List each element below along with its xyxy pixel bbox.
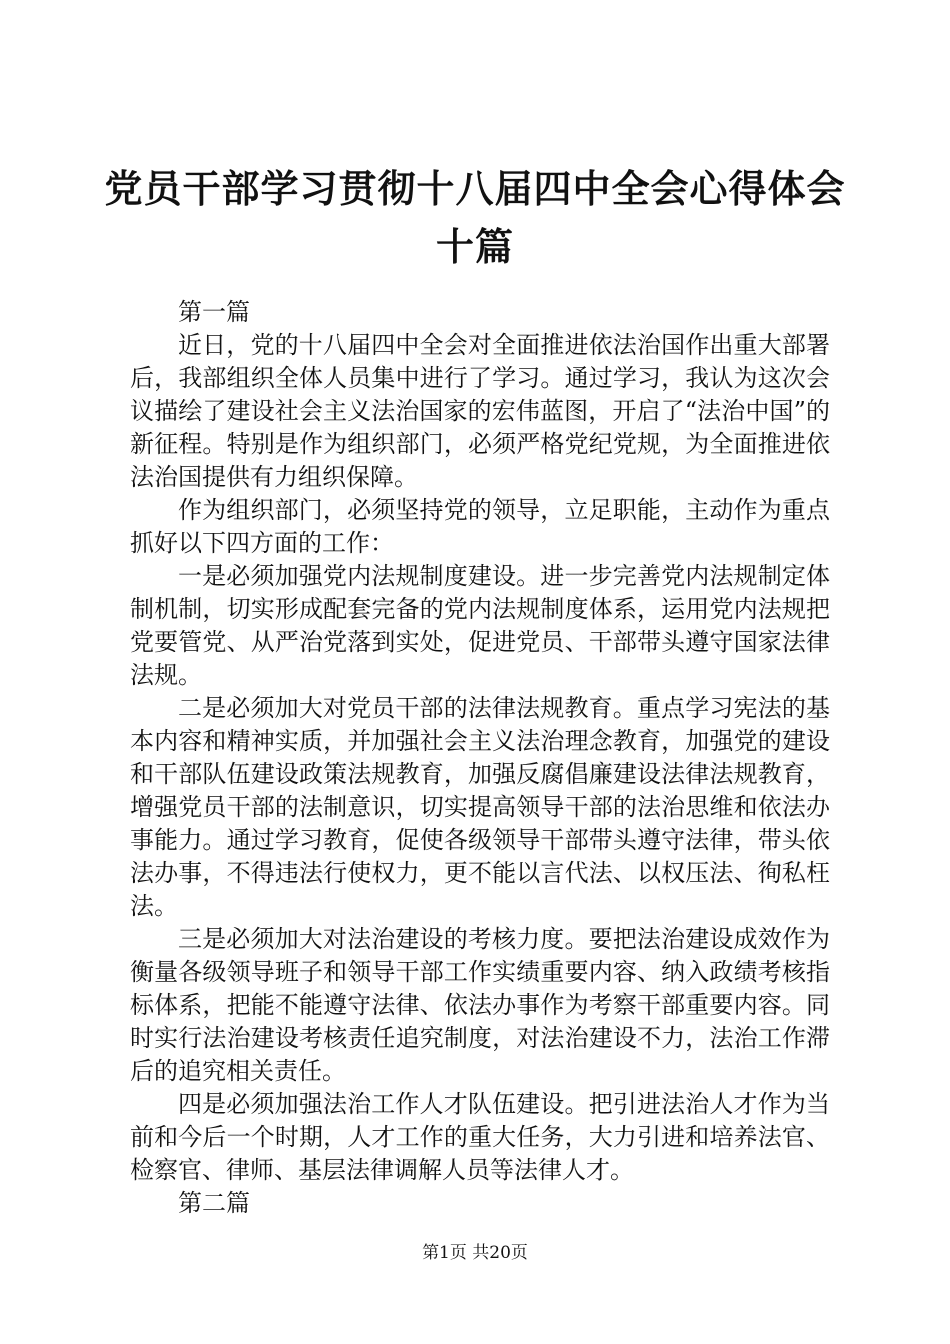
paragraph: 三是必须加大对法治建设的考核力度。要把法治建设成效作为衡量各级领导班子和领导干部工作实绩重要内容、纳入政绩考核指标体系，把能不能遵守法律、依法办事作为考察干部重要内容。同时实行法治建设考核责任追究制度，对法治建设不力，法治工作滞后的追究相关责任。 bbox=[130, 925, 830, 1085]
section-heading-1: 第一篇 bbox=[178, 298, 250, 326]
paragraph: 二是必须加大对党员干部的法律法规教育。重点学习宪法的基本内容和精神实质，并加强社会主义法治理念教育，加强党的建设和干部队伍建设政策法规教育，加强反腐倡廉建设法律法规教育，增强党员干部的法制意识，切实提高领导干部的法治思维和依法办事能力。通过学习教育，促使各级领导干部带头遵守法律，带头依法办事，不得违法行使权力，更不能以言代法、以权压法、徇私枉法。 bbox=[130, 694, 830, 920]
paragraph: 四是必须加强法治工作人才队伍建设。把引进法治人才作为当前和今后一个时期，人才工作的重大任务，大力引进和培养法官、检察官、律师、基层法律调解人员等法律人才。 bbox=[130, 1090, 830, 1184]
section-heading-2: 第二篇 bbox=[178, 1189, 250, 1217]
paragraph: 作为组织部门，必须坚持党的领导，立足职能，主动作为重点抓好以下四方面的工作： bbox=[130, 496, 830, 557]
document-body bbox=[130, 296, 830, 1220]
paragraph: 一是必须加强党内法规制度建设。进一步完善党内法规制定体制机制，切实形成配套完备的党内法规制度体系，运用党内法规把党要管党、从严治党落到实处，促进党员、干部带头遵守国家法律法规。 bbox=[130, 562, 830, 689]
page-footer: 第1页 共20页 bbox=[422, 1243, 528, 1263]
document-title: 党员干部学习贯彻十八届四中全会心得体会十篇 bbox=[104, 166, 846, 269]
paragraph: 近日，党的十八届四中全会对全面推进依法治国作出重大部署后，我部组织全体人员集中进行了学习。通过学习，我认为这次会议描绘了建设社会主义法治国家的宏伟蓝图，开启了“法治中国”的新征程。特别是作为组织部门，必须严格党纪党规，为全面推进依法治国提供有力组织保障。 bbox=[130, 331, 830, 491]
